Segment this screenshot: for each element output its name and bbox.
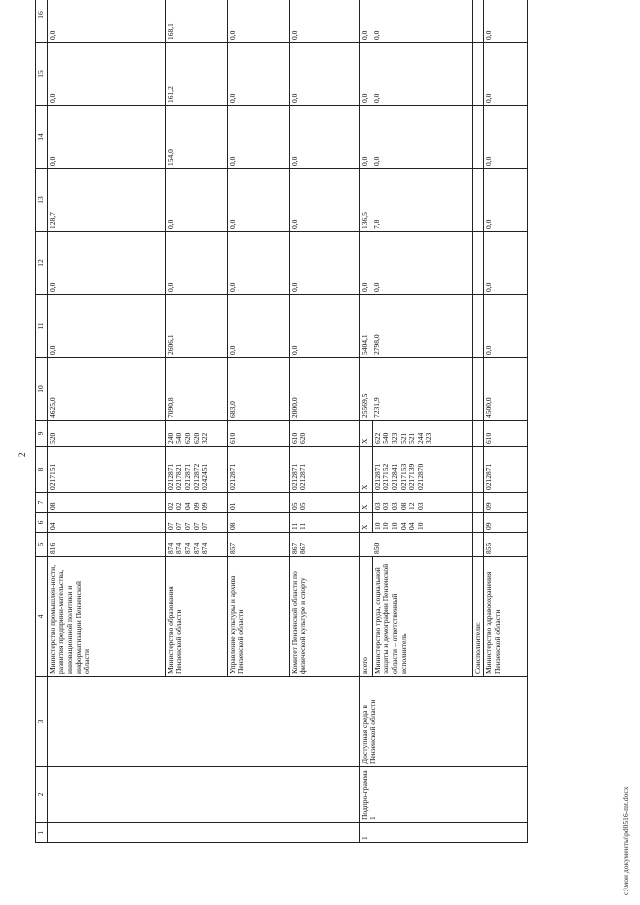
cell: 0212871 0217152 0212841 0217153 0217139 0212870 — [372, 447, 472, 493]
col-num-3: 3 — [36, 677, 48, 767]
cell: 0,0 — [484, 169, 528, 232]
cell: Х — [359, 493, 372, 513]
responsible-executor: Министерство труда, социальной защиты и демографии Пензенской области – ответственный исполнитель — [372, 557, 472, 677]
cell: 0217151 — [47, 447, 165, 493]
column-number-row — [36, 0, 48, 843]
cell: Х — [359, 421, 372, 447]
cell: 622 540 323 521 521 244 323 — [372, 421, 472, 447]
cell: 0,0 — [47, 295, 165, 358]
cell: 610 — [227, 421, 289, 447]
cell: 136,5 — [359, 169, 372, 232]
col-num-10: 10 — [36, 358, 48, 421]
col-num-4: 4 — [36, 557, 48, 677]
cell: 0,0 — [372, 43, 472, 106]
executor-cell: Министерство промышлен-ности, развития предприни-мательства, инновационной политики и информатизации Пензенской области — [47, 557, 165, 677]
cell: 7231,9 — [372, 358, 472, 421]
cell: 0,0 — [47, 232, 165, 295]
cell: 240 540 620 620 322 — [165, 421, 227, 447]
cell: 0,0 — [289, 232, 359, 295]
subprogram-title: Доступная среда в Пензенской области — [359, 677, 528, 767]
cell: 0,0 — [165, 232, 227, 295]
subprogram-number: 1 — [359, 823, 528, 843]
empty-cell — [472, 358, 484, 421]
empty-cell — [47, 677, 359, 767]
cell: 867 867 — [289, 533, 359, 557]
cell: 857 — [227, 533, 289, 557]
col-num-6: 6 — [36, 513, 48, 533]
cell: 0212871 — [484, 447, 528, 493]
cell: 0,0 — [484, 43, 528, 106]
cell: 0,0 — [484, 232, 528, 295]
cell: Х — [359, 513, 372, 533]
cell: 04 — [47, 513, 165, 533]
cell: 2000,0 — [289, 358, 359, 421]
empty-cell — [472, 232, 484, 295]
cell: 03 03 03 08 12 03 — [372, 493, 472, 513]
cell: 0,0 — [359, 0, 372, 43]
col-num-9: 9 — [36, 421, 48, 447]
col-num-13: 13 — [36, 169, 48, 232]
col-num-7: 7 — [36, 493, 48, 513]
cell: 0,0 — [227, 43, 289, 106]
cell: 0,0 — [484, 0, 528, 43]
cell: 0,0 — [484, 295, 528, 358]
table-row — [47, 0, 165, 843]
cell: 0,0 — [289, 169, 359, 232]
cell: 0,0 — [289, 106, 359, 169]
total-label: всего — [359, 557, 372, 677]
cell: 09 — [484, 493, 528, 513]
file-path-footer: c:\мои документы\pd0516-mt.docx — [621, 786, 630, 895]
executor-cell: Управление культуры и архива Пензенской области — [227, 557, 289, 677]
cell: 855 — [484, 533, 528, 557]
cell: 154,0 — [165, 106, 227, 169]
cell: 0,0 — [359, 106, 372, 169]
empty-cell — [472, 43, 484, 106]
cell: 0,0 — [372, 232, 472, 295]
empty-cell — [47, 767, 359, 823]
cell: 10 10 10 04 04 10 — [372, 513, 472, 533]
budget-table — [35, 0, 528, 843]
cell: 0,0 — [227, 0, 289, 43]
cell: 4625,0 — [47, 358, 165, 421]
executor-cell: Министерство здравоохранения Пензенской области — [484, 557, 528, 677]
cell: 0,0 — [227, 106, 289, 169]
cell: 09 — [484, 513, 528, 533]
cell: 0,0 — [47, 0, 165, 43]
cell: 0212871 0217821 0212871 0212872 0242451 — [165, 447, 227, 493]
cell: 0,0 — [165, 169, 227, 232]
cell: 0,0 — [289, 43, 359, 106]
cell: 874 874 874 874 874 — [165, 533, 227, 557]
cell: 0,0 — [359, 43, 372, 106]
cell: 0,0 — [289, 295, 359, 358]
cell: 0,0 — [227, 295, 289, 358]
executor-cell: Комитет Пензенской области по физической культуре и спорту — [289, 557, 359, 677]
cell: 07 07 07 07 07 — [165, 513, 227, 533]
cell: 5404,1 — [359, 295, 372, 358]
empty-cell — [472, 421, 484, 447]
co-executors-label: Соисполнители: — [472, 557, 484, 677]
cell: 05 05 — [289, 493, 359, 513]
cell: 610 620 — [289, 421, 359, 447]
cell: 11 11 — [289, 513, 359, 533]
empty-cell — [47, 823, 359, 843]
cell: 2798,0 — [372, 295, 472, 358]
cell: 0212871 0212871 — [289, 447, 359, 493]
empty-cell — [472, 106, 484, 169]
cell: 168,1 — [165, 0, 227, 43]
cell: 4500,0 — [484, 358, 528, 421]
col-num-8: 8 — [36, 447, 48, 493]
cell: 2606,1 — [165, 295, 227, 358]
executor-cell: Министерство образования Пензенской области — [165, 557, 227, 677]
cell: 161,2 — [165, 43, 227, 106]
cell: 0,0 — [359, 232, 372, 295]
empty-cell — [472, 0, 484, 43]
cell: 25569,5 — [359, 358, 372, 421]
col-num-5: 5 — [36, 533, 48, 557]
cell: 0,0 — [47, 106, 165, 169]
cell — [359, 533, 372, 557]
cell: 0,0 — [289, 0, 359, 43]
empty-cell — [472, 533, 484, 557]
cell: 816 — [47, 533, 165, 557]
empty-cell — [472, 493, 484, 513]
cell: 0,0 — [372, 106, 472, 169]
cell: 02 02 04 09 09 — [165, 493, 227, 513]
col-num-1: 1 — [36, 823, 48, 843]
cell: 7090,8 — [165, 358, 227, 421]
subprogram-name: Подпро-грамма 1 — [359, 767, 528, 823]
empty-cell — [472, 513, 484, 533]
cell: 0,0 — [484, 106, 528, 169]
col-num-11: 11 — [36, 295, 48, 358]
cell: 7,8 — [372, 169, 472, 232]
col-num-16: 16 — [36, 0, 48, 43]
cell: 683,0 — [227, 358, 289, 421]
empty-cell — [472, 295, 484, 358]
cell: 0212871 — [227, 447, 289, 493]
cell: 01 — [227, 493, 289, 513]
empty-cell — [472, 447, 484, 493]
col-num-12: 12 — [36, 232, 48, 295]
cell: 08 — [227, 513, 289, 533]
cell: 128,7 — [47, 169, 165, 232]
cell: 850 — [372, 533, 472, 557]
col-num-14: 14 — [36, 106, 48, 169]
cell: 610 — [484, 421, 528, 447]
cell: 0,0 — [47, 43, 165, 106]
col-num-2: 2 — [36, 767, 48, 823]
cell: 0,0 — [227, 169, 289, 232]
cell: 08 — [47, 493, 165, 513]
cell: 0,0 — [227, 232, 289, 295]
table-row-total — [359, 0, 372, 843]
cell: 0,0 — [372, 0, 472, 43]
empty-cell — [472, 169, 484, 232]
cell: 520 — [47, 421, 165, 447]
cell: Х — [359, 447, 372, 493]
col-num-15: 15 — [36, 43, 48, 106]
page-number: 2 — [17, 452, 27, 457]
